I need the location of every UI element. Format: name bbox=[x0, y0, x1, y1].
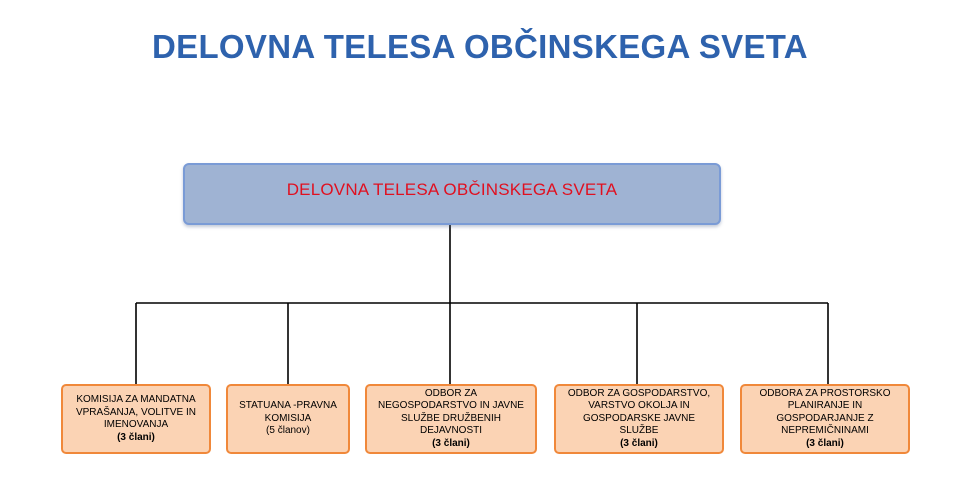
page-title: DELOVNA TELESA OBČINSKEGA SVETA bbox=[152, 28, 808, 65]
child-node-members: (3 člani) bbox=[432, 437, 470, 449]
child-node-mandatna-komisija bbox=[61, 384, 211, 454]
child-node-label: KOMISIJA ZA MANDATNA VPRAŠANJA, VOLITVE IN IMENOVANJA bbox=[75, 394, 197, 430]
child-node-statutarna-komisija bbox=[226, 384, 350, 454]
child-node-members: (3 člani) bbox=[117, 431, 155, 443]
child-node-label: ODBOR ZA GOSPODARSTVO, VARSTVO OKOLJA IN GOSPODARSKE JAVNE SLUŽBE bbox=[567, 387, 711, 437]
child-node-members: (3 člani) bbox=[620, 437, 658, 449]
child-node-odbor-negospodarstvo bbox=[365, 384, 537, 454]
root-node bbox=[183, 163, 721, 225]
child-node-members: (3 člani) bbox=[806, 437, 844, 449]
child-node-odbor-prostorsko bbox=[740, 384, 910, 454]
child-node-label: STATUANA -PRAVNA KOMISIJA bbox=[239, 400, 337, 424]
child-node-label: ODBOR ZA NEGOSPODARSTVO IN JAVNE SLUŽBE DRUŽBENIH DEJAVNOSTI bbox=[378, 387, 524, 437]
child-node-members: (5 članov) bbox=[266, 425, 310, 437]
child-node-odbor-gospodarstvo bbox=[554, 384, 724, 454]
child-node-label: ODBORA ZA PROSTORSKO PLANIRANJE IN GOSPODARJANJE Z NEPREMIČNINAMI bbox=[759, 387, 891, 437]
root-node-label: DELOVNA TELESA OBČINSKEGA SVETA bbox=[286, 180, 618, 199]
